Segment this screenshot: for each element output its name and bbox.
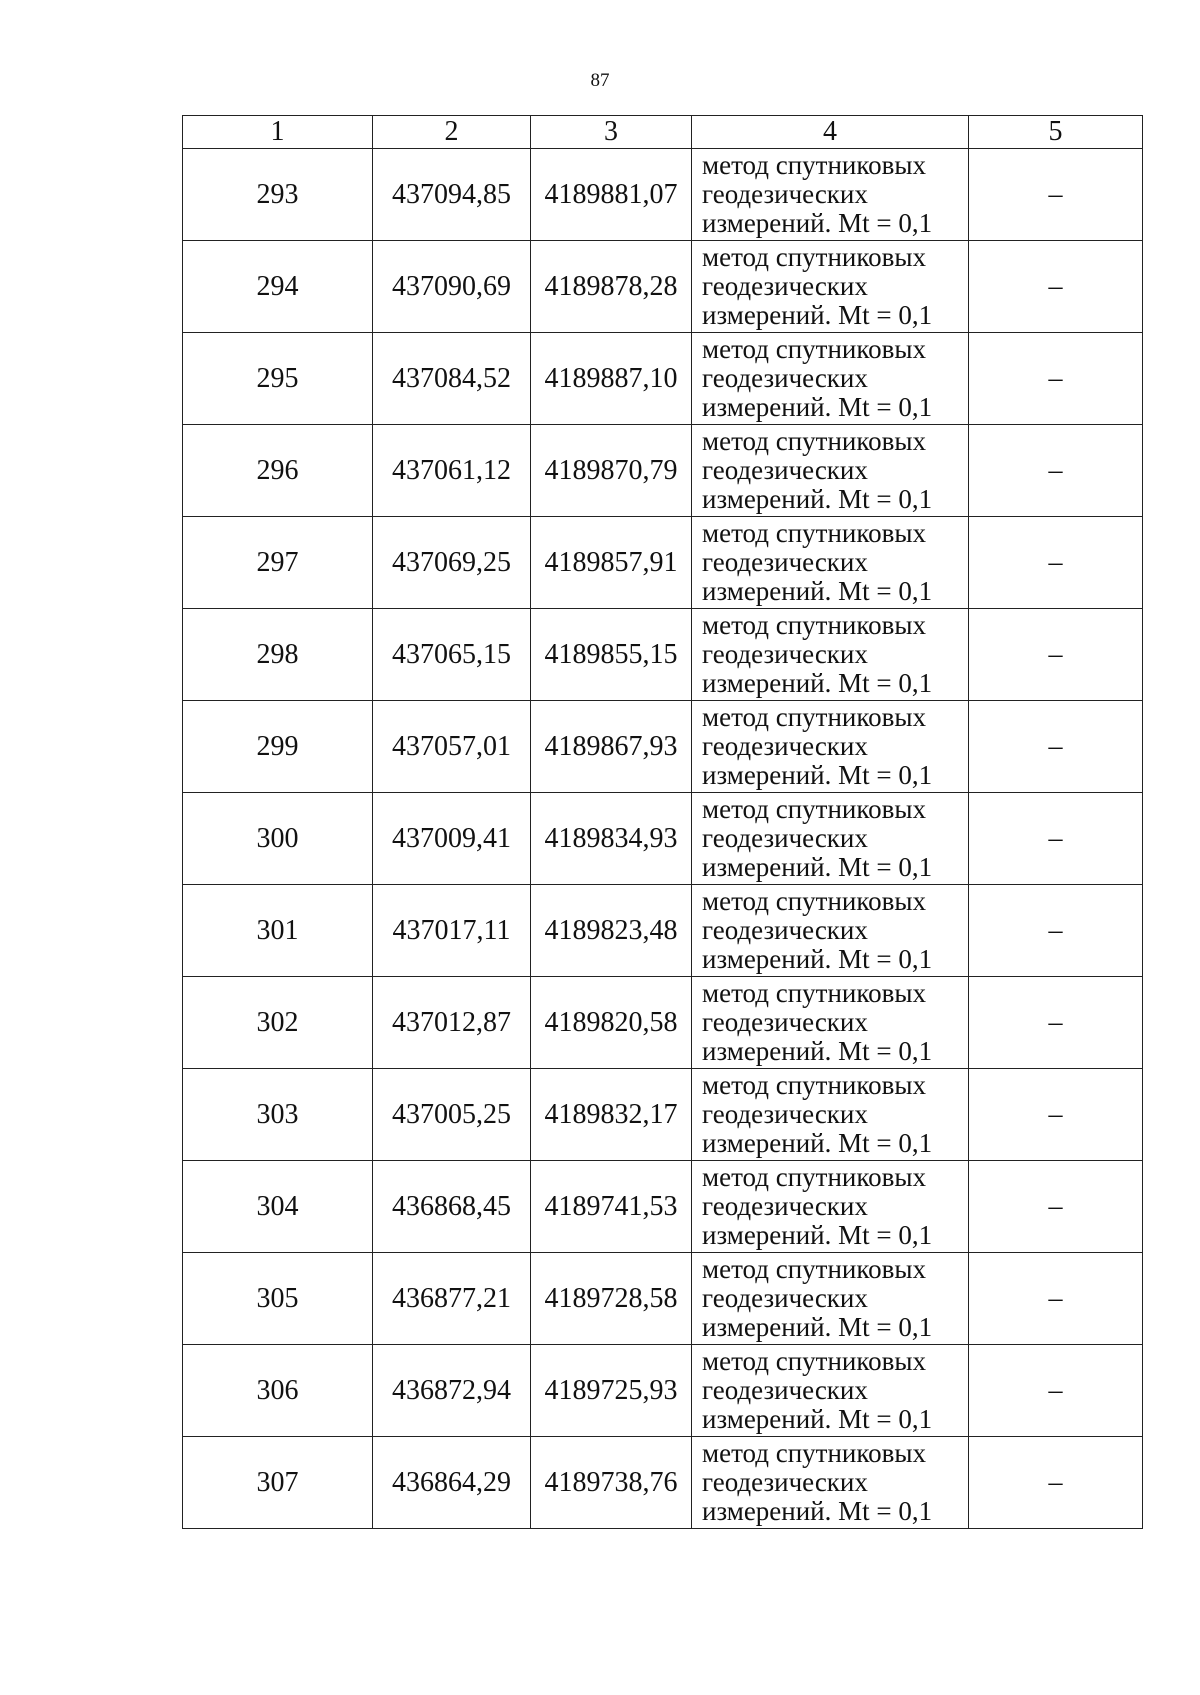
note-cell: –	[969, 609, 1143, 701]
point-number-cell: 294	[183, 241, 373, 333]
coordinates-table	[182, 115, 1143, 1529]
method-line: метод спутниковых	[702, 1346, 926, 1376]
table-row	[183, 977, 1143, 1069]
method-line: геодезических	[702, 1283, 868, 1313]
method-line: измерений. Mt = 0,1	[702, 484, 933, 514]
x-coordinate-cell: 437009,41	[373, 793, 531, 885]
table-row	[183, 1437, 1143, 1529]
table-body	[183, 149, 1143, 1529]
table-row	[183, 1161, 1143, 1253]
note-cell: –	[969, 1069, 1143, 1161]
y-coordinate-cell: 4189881,07	[531, 149, 692, 241]
method-cell	[692, 1253, 969, 1345]
note-cell: –	[969, 1161, 1143, 1253]
method-line: геодезических	[702, 363, 868, 393]
point-number-cell: 293	[183, 149, 373, 241]
x-coordinate-cell: 437094,85	[373, 149, 531, 241]
y-coordinate-cell: 4189867,93	[531, 701, 692, 793]
table-row	[183, 1253, 1143, 1345]
y-coordinate-cell: 4189738,76	[531, 1437, 692, 1529]
method-line: метод спутниковых	[702, 1070, 926, 1100]
note-cell: –	[969, 793, 1143, 885]
y-coordinate-cell: 4189741,53	[531, 1161, 692, 1253]
method-cell	[692, 241, 969, 333]
y-coordinate-cell: 4189870,79	[531, 425, 692, 517]
method-line: метод спутниковых	[702, 978, 926, 1008]
method-line: геодезических	[702, 1099, 868, 1129]
method-line: геодезических	[702, 1191, 868, 1221]
method-line: измерений. Mt = 0,1	[702, 1220, 933, 1250]
x-coordinate-cell: 436868,45	[373, 1161, 531, 1253]
y-coordinate-cell: 4189725,93	[531, 1345, 692, 1437]
method-line: измерений. Mt = 0,1	[702, 760, 933, 790]
note-cell: –	[969, 241, 1143, 333]
point-number-cell: 306	[183, 1345, 373, 1437]
y-coordinate-cell: 4189878,28	[531, 241, 692, 333]
table-row	[183, 425, 1143, 517]
table-row	[183, 333, 1143, 425]
method-cell	[692, 1161, 969, 1253]
x-coordinate-cell: 437084,52	[373, 333, 531, 425]
table-row	[183, 517, 1143, 609]
x-coordinate-cell: 436864,29	[373, 1437, 531, 1529]
method-line: измерений. Mt = 0,1	[702, 1312, 933, 1342]
table-row	[183, 1069, 1143, 1161]
note-cell: –	[969, 149, 1143, 241]
method-line: геодезических	[702, 823, 868, 853]
method-line: геодезических	[702, 179, 868, 209]
method-line: метод спутниковых	[702, 886, 926, 916]
note-cell: –	[969, 977, 1143, 1069]
note-cell: –	[969, 885, 1143, 977]
method-line: измерений. Mt = 0,1	[702, 944, 933, 974]
note-cell: –	[969, 701, 1143, 793]
method-cell	[692, 1345, 969, 1437]
note-cell: –	[969, 1437, 1143, 1529]
method-line: геодезических	[702, 455, 868, 485]
x-coordinate-cell: 437065,15	[373, 609, 531, 701]
note-cell: –	[969, 1253, 1143, 1345]
method-cell	[692, 793, 969, 885]
method-line: измерений. Mt = 0,1	[702, 1036, 933, 1066]
method-cell	[692, 609, 969, 701]
method-line: измерений. Mt = 0,1	[702, 1128, 933, 1158]
method-cell	[692, 977, 969, 1069]
method-line: измерений. Mt = 0,1	[702, 1496, 933, 1526]
method-line: измерений. Mt = 0,1	[702, 668, 933, 698]
point-number-cell: 307	[183, 1437, 373, 1529]
method-line: геодезических	[702, 1375, 868, 1405]
method-line: метод спутниковых	[702, 242, 926, 272]
note-cell: –	[969, 1345, 1143, 1437]
method-line: измерений. Mt = 0,1	[702, 852, 933, 882]
method-cell	[692, 1437, 969, 1529]
point-number-cell: 295	[183, 333, 373, 425]
y-coordinate-cell: 4189855,15	[531, 609, 692, 701]
note-cell: –	[969, 425, 1143, 517]
method-line: геодезических	[702, 731, 868, 761]
method-cell	[692, 517, 969, 609]
note-cell: –	[969, 517, 1143, 609]
table-row	[183, 241, 1143, 333]
point-number-cell: 301	[183, 885, 373, 977]
x-coordinate-cell: 437012,87	[373, 977, 531, 1069]
y-coordinate-cell: 4189834,93	[531, 793, 692, 885]
x-coordinate-cell: 437017,11	[373, 885, 531, 977]
x-coordinate-cell: 437057,01	[373, 701, 531, 793]
method-line: метод спутниковых	[702, 610, 926, 640]
y-coordinate-cell: 4189820,58	[531, 977, 692, 1069]
method-cell	[692, 885, 969, 977]
point-number-cell: 302	[183, 977, 373, 1069]
point-number-cell: 296	[183, 425, 373, 517]
method-cell	[692, 333, 969, 425]
method-line: геодезических	[702, 1007, 868, 1037]
x-coordinate-cell: 437090,69	[373, 241, 531, 333]
column-header: 1	[183, 116, 373, 149]
x-coordinate-cell: 437005,25	[373, 1069, 531, 1161]
method-line: метод спутниковых	[702, 1438, 926, 1468]
method-line: метод спутниковых	[702, 1162, 926, 1192]
method-line: метод спутниковых	[702, 150, 926, 180]
point-number-cell: 299	[183, 701, 373, 793]
method-line: измерений. Mt = 0,1	[702, 392, 933, 422]
table-row	[183, 885, 1143, 977]
column-header: 3	[531, 116, 692, 149]
y-coordinate-cell: 4189823,48	[531, 885, 692, 977]
method-line: геодезических	[702, 639, 868, 669]
method-line: измерений. Mt = 0,1	[702, 208, 933, 238]
method-cell	[692, 701, 969, 793]
method-line: метод спутниковых	[702, 1254, 926, 1284]
method-line: геодезических	[702, 1467, 868, 1497]
column-header: 4	[692, 116, 969, 149]
point-number-cell: 303	[183, 1069, 373, 1161]
x-coordinate-cell: 436877,21	[373, 1253, 531, 1345]
x-coordinate-cell: 437061,12	[373, 425, 531, 517]
point-number-cell: 304	[183, 1161, 373, 1253]
x-coordinate-cell: 436872,94	[373, 1345, 531, 1437]
table-row	[183, 1345, 1143, 1437]
method-line: метод спутниковых	[702, 518, 926, 548]
point-number-cell: 305	[183, 1253, 373, 1345]
method-line: метод спутниковых	[702, 794, 926, 824]
page-number: 87	[590, 70, 610, 91]
point-number-cell: 300	[183, 793, 373, 885]
method-cell	[692, 149, 969, 241]
y-coordinate-cell: 4189832,17	[531, 1069, 692, 1161]
method-line: метод спутниковых	[702, 702, 926, 732]
table-row	[183, 793, 1143, 885]
method-line: геодезических	[702, 547, 868, 577]
method-cell	[692, 425, 969, 517]
method-line: геодезических	[702, 915, 868, 945]
note-cell: –	[969, 333, 1143, 425]
table-row	[183, 149, 1143, 241]
method-line: геодезических	[702, 271, 868, 301]
point-number-cell: 297	[183, 517, 373, 609]
x-coordinate-cell: 437069,25	[373, 517, 531, 609]
column-header: 5	[969, 116, 1143, 149]
method-line: метод спутниковых	[702, 334, 926, 364]
table-row	[183, 609, 1143, 701]
table-header-row	[183, 116, 1143, 149]
method-line: измерений. Mt = 0,1	[702, 300, 933, 330]
table-row	[183, 701, 1143, 793]
method-cell	[692, 1069, 969, 1161]
method-line: измерений. Mt = 0,1	[702, 576, 933, 606]
y-coordinate-cell: 4189728,58	[531, 1253, 692, 1345]
point-number-cell: 298	[183, 609, 373, 701]
column-header: 2	[373, 116, 531, 149]
method-line: измерений. Mt = 0,1	[702, 1404, 933, 1434]
y-coordinate-cell: 4189887,10	[531, 333, 692, 425]
method-line: метод спутниковых	[702, 426, 926, 456]
y-coordinate-cell: 4189857,91	[531, 517, 692, 609]
